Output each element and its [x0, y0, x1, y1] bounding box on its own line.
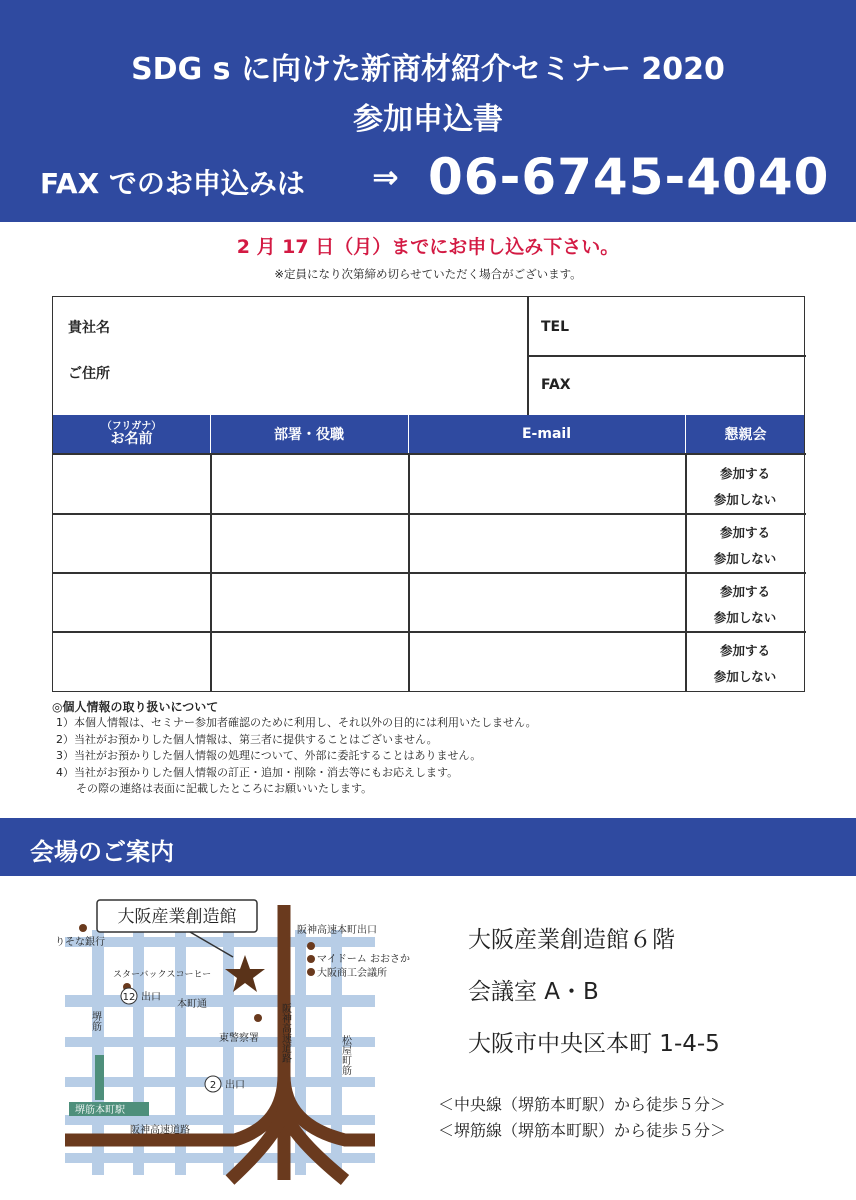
- privacy-continuation: その際の連絡は表面に記載したところにお願いいたします。: [76, 782, 373, 795]
- access-line: ＜堺筋線（堺筋本町駅）から徒歩５分＞: [438, 1121, 727, 1140]
- col-party: 懇親会: [724, 427, 767, 443]
- privacy-item: 4）当社がお預かりした個人情報の訂正・追加・削除・消去等にもお応えします。: [56, 765, 459, 779]
- venue-room: 会議室 A・B: [468, 979, 599, 1005]
- not-attend-option[interactable]: 参加しない: [713, 492, 777, 507]
- fax-label: FAX でのお申込みは: [40, 167, 305, 200]
- map-honmachi: 本町通: [177, 999, 207, 1010]
- map-mydome: マイドーム おおさか: [317, 954, 410, 965]
- map-matsuyamachi: 松屋町筋: [339, 1035, 351, 1075]
- privacy-item: 1）本個人情報は、セミナー参加者確認のために利用し、それ以外の目的には利用いたしません。: [56, 716, 537, 729]
- privacy-section: [52, 698, 812, 798]
- attend-option[interactable]: 参加する: [719, 525, 770, 540]
- privacy-item: 2）当社がお預かりした個人情報は、第三者に提供することはございません。: [56, 732, 438, 746]
- attend-option[interactable]: 参加する: [719, 643, 770, 658]
- venue-banner: [0, 818, 856, 876]
- not-attend-option[interactable]: 参加しない: [713, 669, 777, 684]
- seminar-title: SDG s に向けた新商材紹介セミナー 2020: [131, 52, 725, 87]
- fax-field-label: FAX: [541, 377, 571, 393]
- venue-info: [468, 925, 720, 1081]
- company-label: 貴社名: [68, 320, 110, 336]
- col-dept: 部署・役職: [274, 427, 344, 443]
- col-email: E-mail: [521, 426, 571, 442]
- tel-label: TEL: [541, 319, 570, 335]
- map-chamber: 大阪商工会議所: [317, 968, 387, 979]
- attend-option[interactable]: 参加する: [719, 584, 770, 599]
- arrow-icon: ⇒: [372, 158, 399, 196]
- map-svg: [55, 895, 410, 1180]
- venue-name: 大阪産業創造館６階: [468, 927, 675, 953]
- privacy-heading: ◎個人情報の取り扱いについて: [52, 700, 219, 714]
- venue-section-title: 会場のご案内: [30, 838, 174, 866]
- access-line: ＜中央線（堺筋本町駅）から徒歩５分＞: [438, 1095, 727, 1114]
- capacity-note: ※定員になり次第締め切らせていただく場合がございます。: [274, 267, 582, 281]
- map-exit2-label: 出口: [225, 1080, 245, 1091]
- not-attend-option[interactable]: 参加しない: [713, 610, 777, 625]
- map-starbucks: スターバックスコーヒー: [113, 970, 212, 980]
- map-hanshin-bottom: 阪神高速道路: [130, 1125, 190, 1136]
- venue-map: [55, 895, 410, 1180]
- map-exit12-label: 出口: [141, 992, 161, 1003]
- map-sakaisuji: 堺筋: [89, 1011, 101, 1031]
- form-title: 参加申込書: [353, 102, 503, 137]
- not-attend-option[interactable]: 参加しない: [713, 551, 777, 566]
- fax-number: 06-6745-4040: [428, 148, 830, 206]
- map-hanshin-road: 阪神高速道路: [279, 1003, 291, 1063]
- map-exit-north: 阪神高速本町出口: [297, 925, 377, 936]
- access-info: [438, 1092, 798, 1144]
- map-exit12: 12: [122, 992, 136, 1003]
- map-police: 東警察署: [219, 1033, 259, 1044]
- application-form: [52, 296, 805, 692]
- deadline-notice: 2 月 17 日（月）までにお申し込み下さい。: [236, 236, 620, 258]
- col-name: （フリガナ） お名前: [101, 421, 162, 447]
- venue-address: 大阪市中央区本町 1-4-5: [468, 1031, 720, 1057]
- address-label: ご住所: [68, 366, 110, 382]
- map-resona: りそな銀行: [55, 937, 105, 948]
- header-banner: [0, 0, 856, 222]
- privacy-item: 3）当社がお預かりした個人情報の処理について、外部に委託することはありません。: [56, 749, 482, 762]
- map-exit2: 2: [209, 1080, 217, 1091]
- map-venue-label: 大阪産業創造館: [117, 907, 237, 927]
- table-header: [53, 415, 804, 453]
- map-station: 堺筋本町駅: [75, 1105, 125, 1116]
- attend-option[interactable]: 参加する: [719, 466, 770, 481]
